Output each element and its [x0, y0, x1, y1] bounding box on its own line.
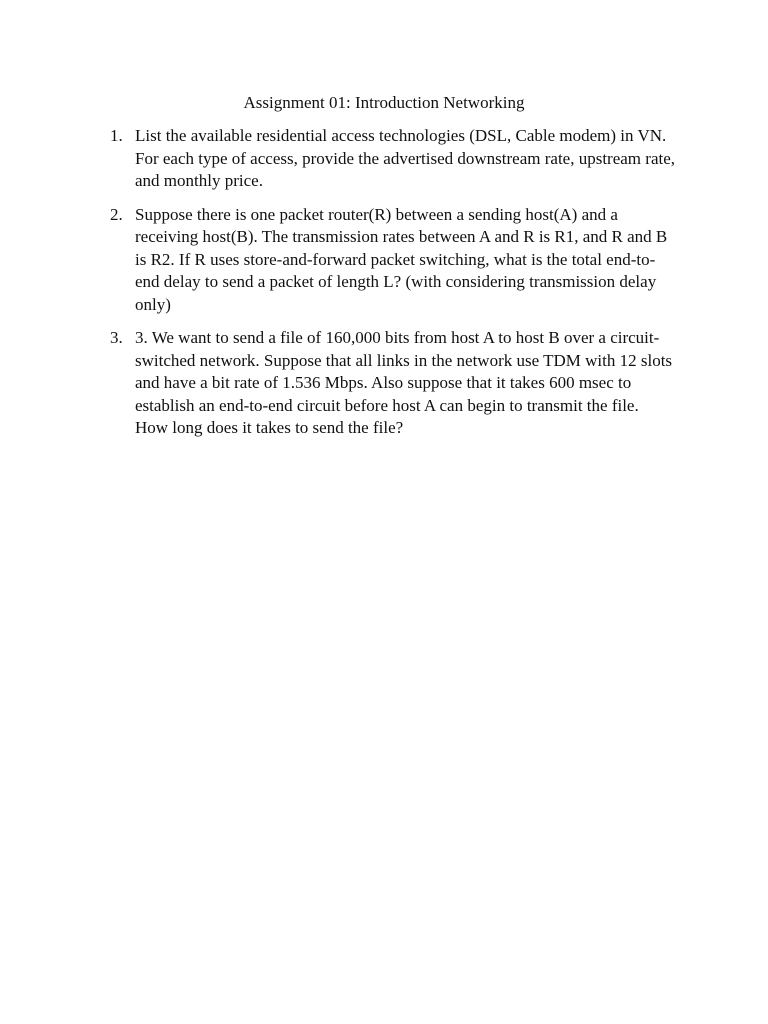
question-list: [110, 125, 676, 451]
item-number: 1.: [110, 126, 123, 145]
list-item: [110, 327, 676, 440]
document-title: Assignment 01: Introduction Networking: [243, 93, 525, 112]
item-text: List the available residential access technologies (DSL, Cable modem) in VN. For each type of access, provide the advertised downstream rate, upstream rate, and monthly price.: [135, 126, 676, 190]
list-item: [110, 125, 676, 193]
item-text: 3. We want to send a file of 160,000 bits from host A to host B over a circuit-switched network. Suppose that all links in the network use TDM with 12 slots and have a bit rate of 1.536 Mbps. Also suppose that it takes 600 msec to establish an end-to-end circuit before host A can begin to transmit the file. How long does it takes to send the file?: [135, 328, 673, 437]
item-text: Suppose there is one packet router(R) between a sending host(A) and a receiving host(B). The transmission rates between A and R is R1, and R and B is R2. If R uses store-and-forward packet switching, what is the total end-to-end delay to send a packet of length L? (with considering transmission delay only): [135, 204, 668, 314]
item-number: 2.: [110, 204, 123, 224]
list-item: [110, 204, 676, 317]
item-number: 3.: [110, 328, 123, 347]
